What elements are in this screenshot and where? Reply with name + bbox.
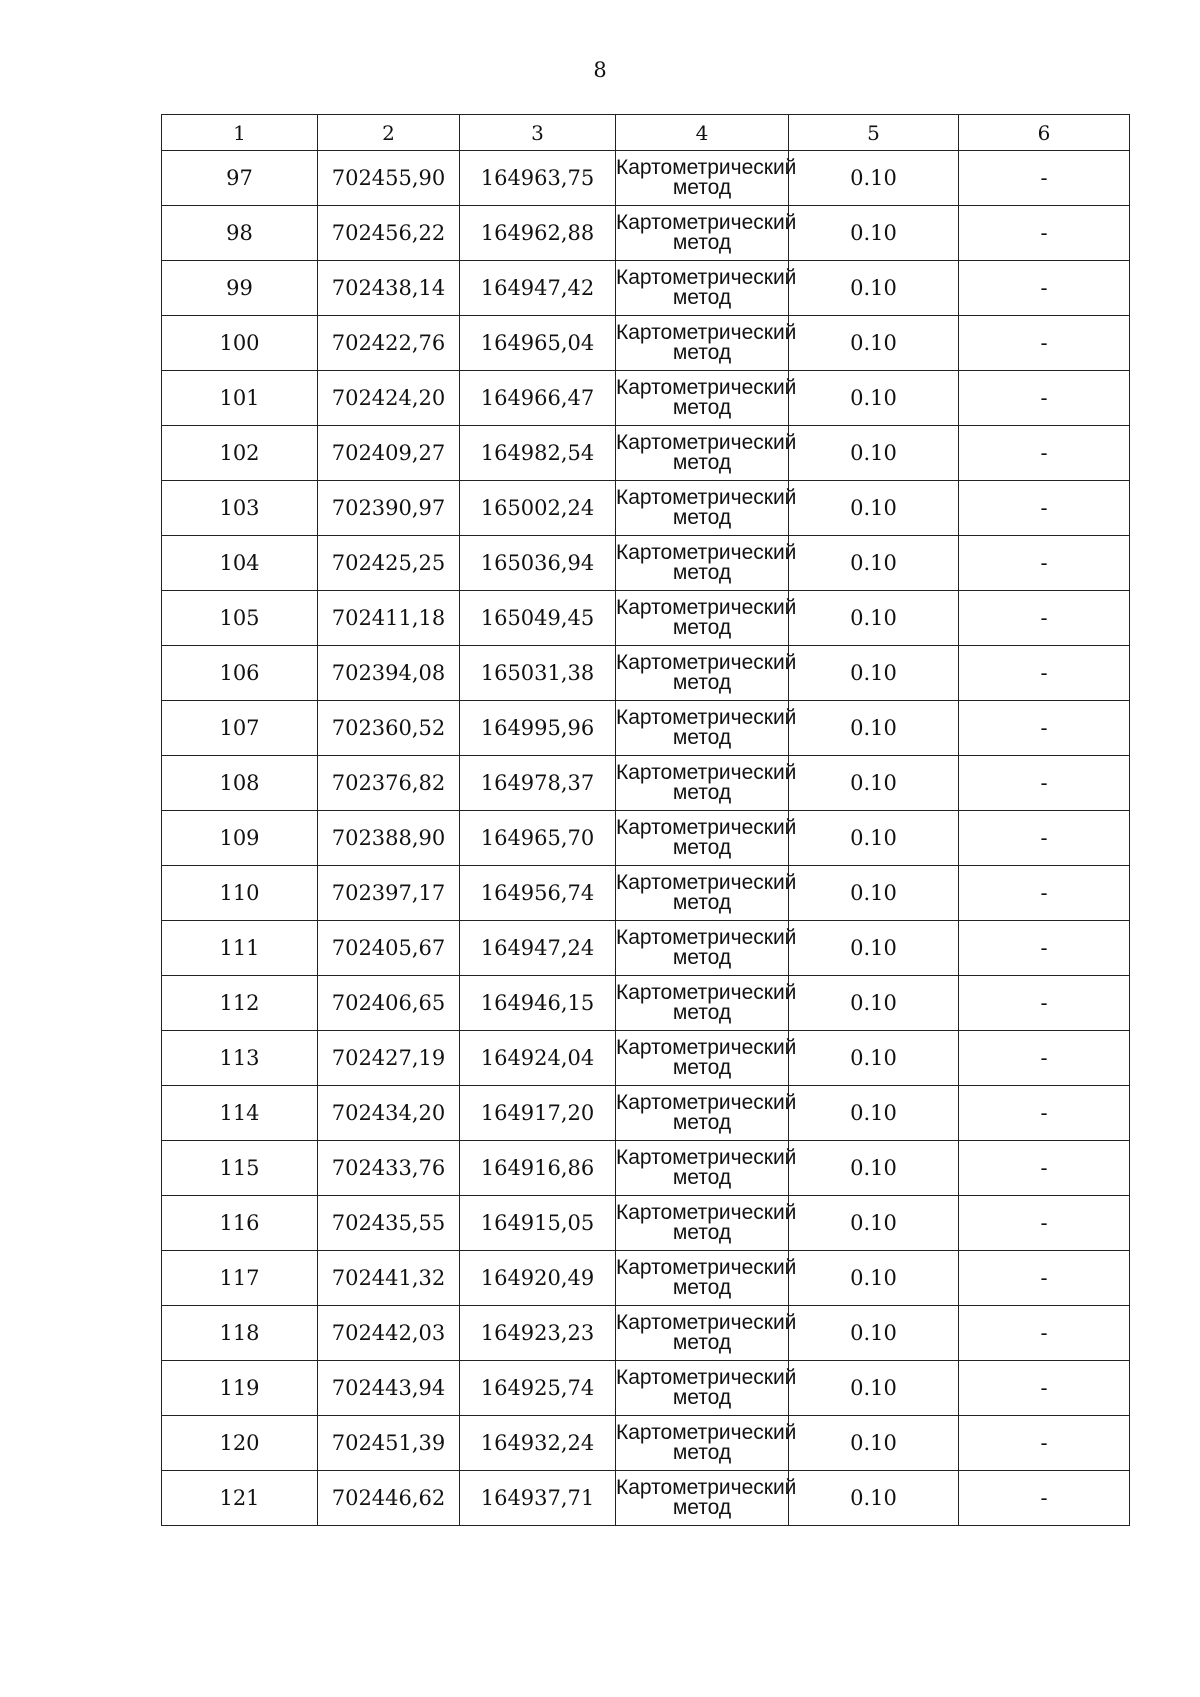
method-cell [616,151,797,206]
description-cell: - [959,646,1130,701]
method-line-2: метод [672,1386,732,1409]
method-line-1: Картометрический [616,1201,797,1224]
method-cell [616,646,797,701]
point-number-cell: 107 [162,701,318,756]
method-line-1: Картометрический [616,156,797,179]
point-number-cell: 114 [162,1086,318,1141]
table-row [162,1471,1130,1526]
point-number-cell: 105 [162,591,318,646]
table-row [162,646,1130,701]
description-cell: - [959,536,1130,591]
table-row [162,756,1130,811]
description-cell: - [959,1471,1130,1526]
accuracy-cell: 0.10 [789,701,959,756]
column-header-5: 5 [789,115,959,151]
point-number-cell: 97 [162,151,318,206]
point-number-cell: 119 [162,1361,318,1416]
point-number-cell: 100 [162,316,318,371]
method-line-1: Картометрический [616,706,797,729]
description-cell: - [959,206,1130,261]
point-number-cell: 99 [162,261,318,316]
method-line-1: Картометрический [616,541,797,564]
accuracy-cell: 0.10 [789,1471,959,1526]
column-header-4: 4 [616,115,789,151]
method-cell [616,206,797,261]
x-coordinate-cell: 702360,52 [318,701,460,756]
method-line-2: метод [672,341,732,364]
method-cell [616,1471,797,1526]
y-coordinate-cell: 165036,94 [460,536,616,591]
point-number-cell: 121 [162,1471,318,1526]
x-coordinate-cell: 702451,39 [318,1416,460,1471]
description-cell: - [959,921,1130,976]
y-coordinate-cell: 164965,70 [460,811,616,866]
description-cell: - [959,701,1130,756]
method-line-2: метод [672,176,732,199]
x-coordinate-cell: 702443,94 [318,1361,460,1416]
description-cell: - [959,591,1130,646]
description-cell: - [959,371,1130,426]
table-row [162,371,1130,426]
method-line-2: метод [672,836,732,859]
point-number-cell: 111 [162,921,318,976]
description-cell: - [959,1086,1130,1141]
accuracy-cell: 0.10 [789,261,959,316]
point-number-cell: 117 [162,1251,318,1306]
method-cell [616,591,797,646]
method-line-2: метод [672,1001,732,1024]
method-line-1: Картометрический [616,1146,797,1169]
y-coordinate-cell: 164917,20 [460,1086,616,1141]
method-line-1: Картометрический [616,321,797,344]
method-line-1: Картометрический [616,211,797,234]
x-coordinate-cell: 702442,03 [318,1306,460,1361]
accuracy-cell: 0.10 [789,1251,959,1306]
method-line-1: Картометрический [616,1421,797,1444]
x-coordinate-cell: 702425,25 [318,536,460,591]
accuracy-cell: 0.10 [789,646,959,701]
point-number-cell: 103 [162,481,318,536]
description-cell: - [959,1416,1130,1471]
accuracy-cell: 0.10 [789,426,959,481]
method-line-1: Картометрический [616,431,797,454]
method-line-1: Картометрический [616,816,797,839]
description-cell: - [959,261,1130,316]
table-row [162,1416,1130,1471]
x-coordinate-cell: 702424,20 [318,371,460,426]
point-number-cell: 118 [162,1306,318,1361]
method-cell [616,426,797,481]
method-line-2: метод [672,1166,732,1189]
method-line-2: метод [672,1056,732,1079]
point-number-cell: 109 [162,811,318,866]
point-number-cell: 101 [162,371,318,426]
y-coordinate-cell: 165002,24 [460,481,616,536]
accuracy-cell: 0.10 [789,976,959,1031]
method-line-1: Картометрический [616,1256,797,1279]
description-cell: - [959,1361,1130,1416]
method-line-2: метод [672,1496,732,1519]
method-cell [616,536,797,591]
method-line-1: Картометрический [616,651,797,674]
header-row [162,115,1130,151]
method-line-1: Картометрический [616,1476,797,1499]
point-number-cell: 108 [162,756,318,811]
point-number-cell: 98 [162,206,318,261]
y-coordinate-cell: 165049,45 [460,591,616,646]
y-coordinate-cell: 164956,74 [460,866,616,921]
accuracy-cell: 0.10 [789,1086,959,1141]
column-header-1: 1 [162,115,318,151]
method-cell [616,316,797,371]
method-line-2: метод [672,946,732,969]
table-row [162,1086,1130,1141]
method-line-2: метод [672,451,732,474]
method-cell [616,976,797,1031]
y-coordinate-cell: 164923,23 [460,1306,616,1361]
method-line-1: Картометрический [616,981,797,1004]
method-cell [616,261,797,316]
page-number: 8 [593,58,607,82]
table-body [162,151,1130,1526]
x-coordinate-cell: 702411,18 [318,591,460,646]
point-number-cell: 120 [162,1416,318,1471]
table-row [162,1306,1130,1361]
method-line-1: Картометрический [616,1036,797,1059]
column-header-2: 2 [318,115,460,151]
accuracy-cell: 0.10 [789,371,959,426]
x-coordinate-cell: 702455,90 [318,151,460,206]
method-line-2: метод [672,891,732,914]
table-row [162,1251,1130,1306]
method-cell [616,866,797,921]
y-coordinate-cell: 164995,96 [460,701,616,756]
method-line-2: метод [672,1276,732,1299]
description-cell: - [959,976,1130,1031]
y-coordinate-cell: 164962,88 [460,206,616,261]
table-row [162,151,1130,206]
y-coordinate-cell: 164978,37 [460,756,616,811]
point-number-cell: 106 [162,646,318,701]
description-cell: - [959,866,1130,921]
accuracy-cell: 0.10 [789,1141,959,1196]
method-line-1: Картометрический [616,926,797,949]
point-number-cell: 110 [162,866,318,921]
method-cell [616,1361,797,1416]
description-cell: - [959,426,1130,481]
table-row [162,1196,1130,1251]
accuracy-cell: 0.10 [789,1306,959,1361]
x-coordinate-cell: 702390,97 [318,481,460,536]
point-number-cell: 113 [162,1031,318,1086]
method-line-2: метод [672,1441,732,1464]
table-row [162,1141,1130,1196]
table-row [162,976,1130,1031]
accuracy-cell: 0.10 [789,1196,959,1251]
y-coordinate-cell: 164915,05 [460,1196,616,1251]
method-line-2: метод [672,781,732,804]
y-coordinate-cell: 164947,24 [460,921,616,976]
x-coordinate-cell: 702427,19 [318,1031,460,1086]
table-row [162,1361,1130,1416]
y-coordinate-cell: 164946,15 [460,976,616,1031]
method-cell [616,1141,797,1196]
accuracy-cell: 0.10 [789,1031,959,1086]
method-line-2: метод [672,671,732,694]
accuracy-cell: 0.10 [789,316,959,371]
accuracy-cell: 0.10 [789,756,959,811]
method-line-2: метод [672,1111,732,1134]
x-coordinate-cell: 702433,76 [318,1141,460,1196]
description-cell: - [959,756,1130,811]
x-coordinate-cell: 702435,55 [318,1196,460,1251]
method-line-1: Картометрический [616,761,797,784]
table-row [162,316,1130,371]
method-cell [616,1416,797,1471]
column-header-6: 6 [959,115,1130,151]
description-cell: - [959,1306,1130,1361]
method-cell [616,1086,797,1141]
method-line-1: Картометрический [616,266,797,289]
table-row [162,811,1130,866]
method-line-2: метод [672,726,732,749]
accuracy-cell: 0.10 [789,536,959,591]
method-cell [616,921,797,976]
y-coordinate-cell: 164916,86 [460,1141,616,1196]
method-cell [616,1196,797,1251]
method-line-2: метод [672,616,732,639]
accuracy-cell: 0.10 [789,151,959,206]
description-cell: - [959,481,1130,536]
y-coordinate-cell: 164965,04 [460,316,616,371]
x-coordinate-cell: 702405,67 [318,921,460,976]
point-number-cell: 112 [162,976,318,1031]
table-header [162,115,1130,151]
x-coordinate-cell: 702397,17 [318,866,460,921]
method-cell [616,701,797,756]
description-cell: - [959,1196,1130,1251]
column-header-3: 3 [460,115,616,151]
method-cell [616,481,797,536]
x-coordinate-cell: 702441,32 [318,1251,460,1306]
method-line-2: метод [672,561,732,584]
method-line-2: метод [672,396,732,419]
point-number-cell: 115 [162,1141,318,1196]
method-line-2: метод [672,231,732,254]
table-row [162,426,1130,481]
method-line-1: Картометрический [616,1091,797,1114]
point-number-cell: 116 [162,1196,318,1251]
table-row [162,591,1130,646]
y-coordinate-cell: 164982,54 [460,426,616,481]
method-line-1: Картометрический [616,596,797,619]
y-coordinate-cell: 164963,75 [460,151,616,206]
method-line-1: Картометрический [616,486,797,509]
accuracy-cell: 0.10 [789,866,959,921]
point-number-cell: 102 [162,426,318,481]
accuracy-cell: 0.10 [789,1361,959,1416]
x-coordinate-cell: 702388,90 [318,811,460,866]
y-coordinate-cell: 164920,49 [460,1251,616,1306]
x-coordinate-cell: 702446,62 [318,1471,460,1526]
accuracy-cell: 0.10 [789,1416,959,1471]
table-row [162,921,1130,976]
point-number-cell: 104 [162,536,318,591]
method-line-1: Картометрический [616,1366,797,1389]
table-row [162,701,1130,756]
accuracy-cell: 0.10 [789,481,959,536]
method-line-2: метод [672,286,732,309]
coordinates-table [161,114,1130,1526]
method-cell [616,1031,797,1086]
x-coordinate-cell: 702409,27 [318,426,460,481]
table-row [162,536,1130,591]
table-row [162,261,1130,316]
method-line-2: метод [672,506,732,529]
method-line-1: Картометрический [616,1311,797,1334]
y-coordinate-cell: 164932,24 [460,1416,616,1471]
accuracy-cell: 0.10 [789,206,959,261]
table-row [162,866,1130,921]
y-coordinate-cell: 164947,42 [460,261,616,316]
method-cell [616,1306,797,1361]
accuracy-cell: 0.10 [789,921,959,976]
y-coordinate-cell: 165031,38 [460,646,616,701]
y-coordinate-cell: 164924,04 [460,1031,616,1086]
y-coordinate-cell: 164925,74 [460,1361,616,1416]
description-cell: - [959,316,1130,371]
method-line-1: Картометрический [616,871,797,894]
method-cell [616,371,797,426]
accuracy-cell: 0.10 [789,591,959,646]
table-row [162,481,1130,536]
x-coordinate-cell: 702438,14 [318,261,460,316]
x-coordinate-cell: 702376,82 [318,756,460,811]
table-row [162,206,1130,261]
description-cell: - [959,1031,1130,1086]
method-cell [616,811,797,866]
x-coordinate-cell: 702434,20 [318,1086,460,1141]
description-cell: - [959,811,1130,866]
description-cell: - [959,1251,1130,1306]
method-line-1: Картометрический [616,376,797,399]
method-line-2: метод [672,1331,732,1354]
y-coordinate-cell: 164966,47 [460,371,616,426]
y-coordinate-cell: 164937,71 [460,1471,616,1526]
method-cell [616,1251,797,1306]
x-coordinate-cell: 702406,65 [318,976,460,1031]
method-cell [616,756,797,811]
description-cell: - [959,151,1130,206]
description-cell: - [959,1141,1130,1196]
accuracy-cell: 0.10 [789,811,959,866]
x-coordinate-cell: 702456,22 [318,206,460,261]
x-coordinate-cell: 702394,08 [318,646,460,701]
method-line-2: метод [672,1221,732,1244]
table-row [162,1031,1130,1086]
x-coordinate-cell: 702422,76 [318,316,460,371]
